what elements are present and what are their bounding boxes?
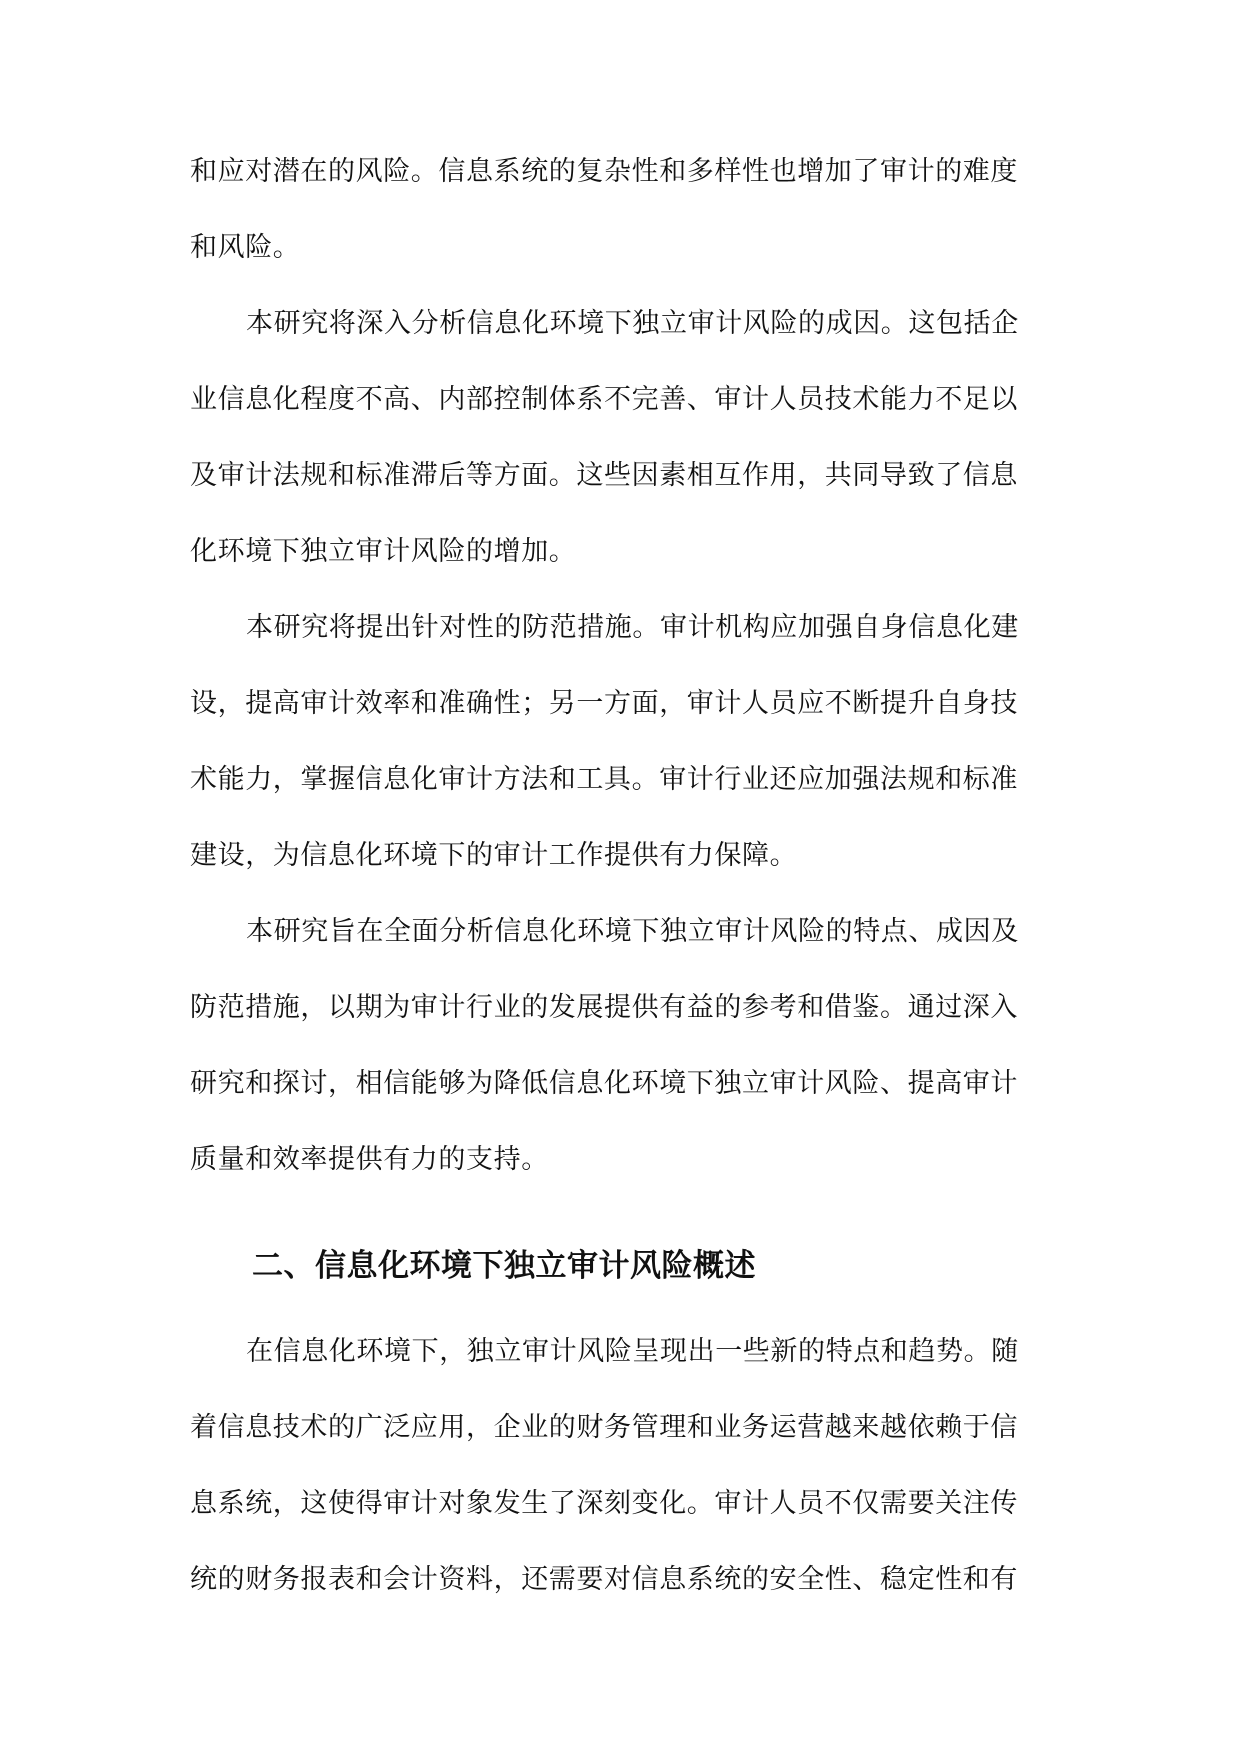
paragraph-line: 在信息化环境下，独立审计风险呈现出一些新的特点和趋势。随 — [246, 1336, 1019, 1367]
paragraph-line: 质量和效率提供有力的支持。 — [190, 1144, 549, 1175]
paragraph-line: 本研究将提出针对性的防范措施。审计机构应加强自身信息化建 — [246, 612, 1019, 643]
paragraph-line: 及审计法规和标准滞后等方面。这些因素相互作用，共同导致了信息 — [190, 460, 1018, 491]
paragraph-line: 防范措施，以期为审计行业的发展提供有益的参考和借鉴。通过深入 — [190, 992, 1018, 1023]
paragraph-purpose — [190, 894, 1054, 1198]
paragraph-line: 统的财务报表和会计资料，还需要对信息系统的安全性、稳定性和有 — [190, 1564, 1018, 1595]
paragraph-line: 息系统，这使得审计对象发生了深刻变化。审计人员不仅需要关注传 — [190, 1488, 1018, 1519]
paragraph-line: 化环境下独立审计风险的增加。 — [190, 536, 577, 567]
paragraph-measures — [190, 590, 1054, 894]
paragraph-line: 业信息化程度不高、内部控制体系不完善、审计人员技术能力不足以 — [190, 384, 1018, 415]
paragraph-line: 和风险。 — [190, 232, 301, 263]
paragraph-line: 研究和探讨，相信能够为降低信息化环境下独立审计风险、提高审计 — [190, 1068, 1018, 1099]
paragraph-overview — [190, 1314, 1054, 1618]
paragraph-line: 建设，为信息化环境下的审计工作提供有力保障。 — [190, 840, 798, 871]
paragraph-line: 本研究旨在全面分析信息化环境下独立审计风险的特点、成因及 — [246, 916, 1019, 947]
paragraph-line: 术能力，掌握信息化审计方法和工具。审计行业还应加强法规和标准 — [190, 764, 1018, 795]
paragraph-line: 着信息技术的广泛应用，企业的财务管理和业务运营越来越依赖于信 — [190, 1412, 1018, 1443]
paragraph-line: 设，提高审计效率和准确性；另一方面，审计人员应不断提升自身技 — [190, 688, 1018, 719]
section-heading: 二、信息化环境下独立审计风险概述 — [252, 1248, 756, 1284]
paragraph-causes — [190, 286, 1054, 590]
paragraph-line: 本研究将深入分析信息化环境下独立审计风险的成因。这包括企 — [246, 308, 1019, 339]
paragraph-continued-risk — [190, 134, 1054, 286]
paragraph-line: 和应对潜在的风险。信息系统的复杂性和多样性也增加了审计的难度 — [190, 156, 1018, 187]
